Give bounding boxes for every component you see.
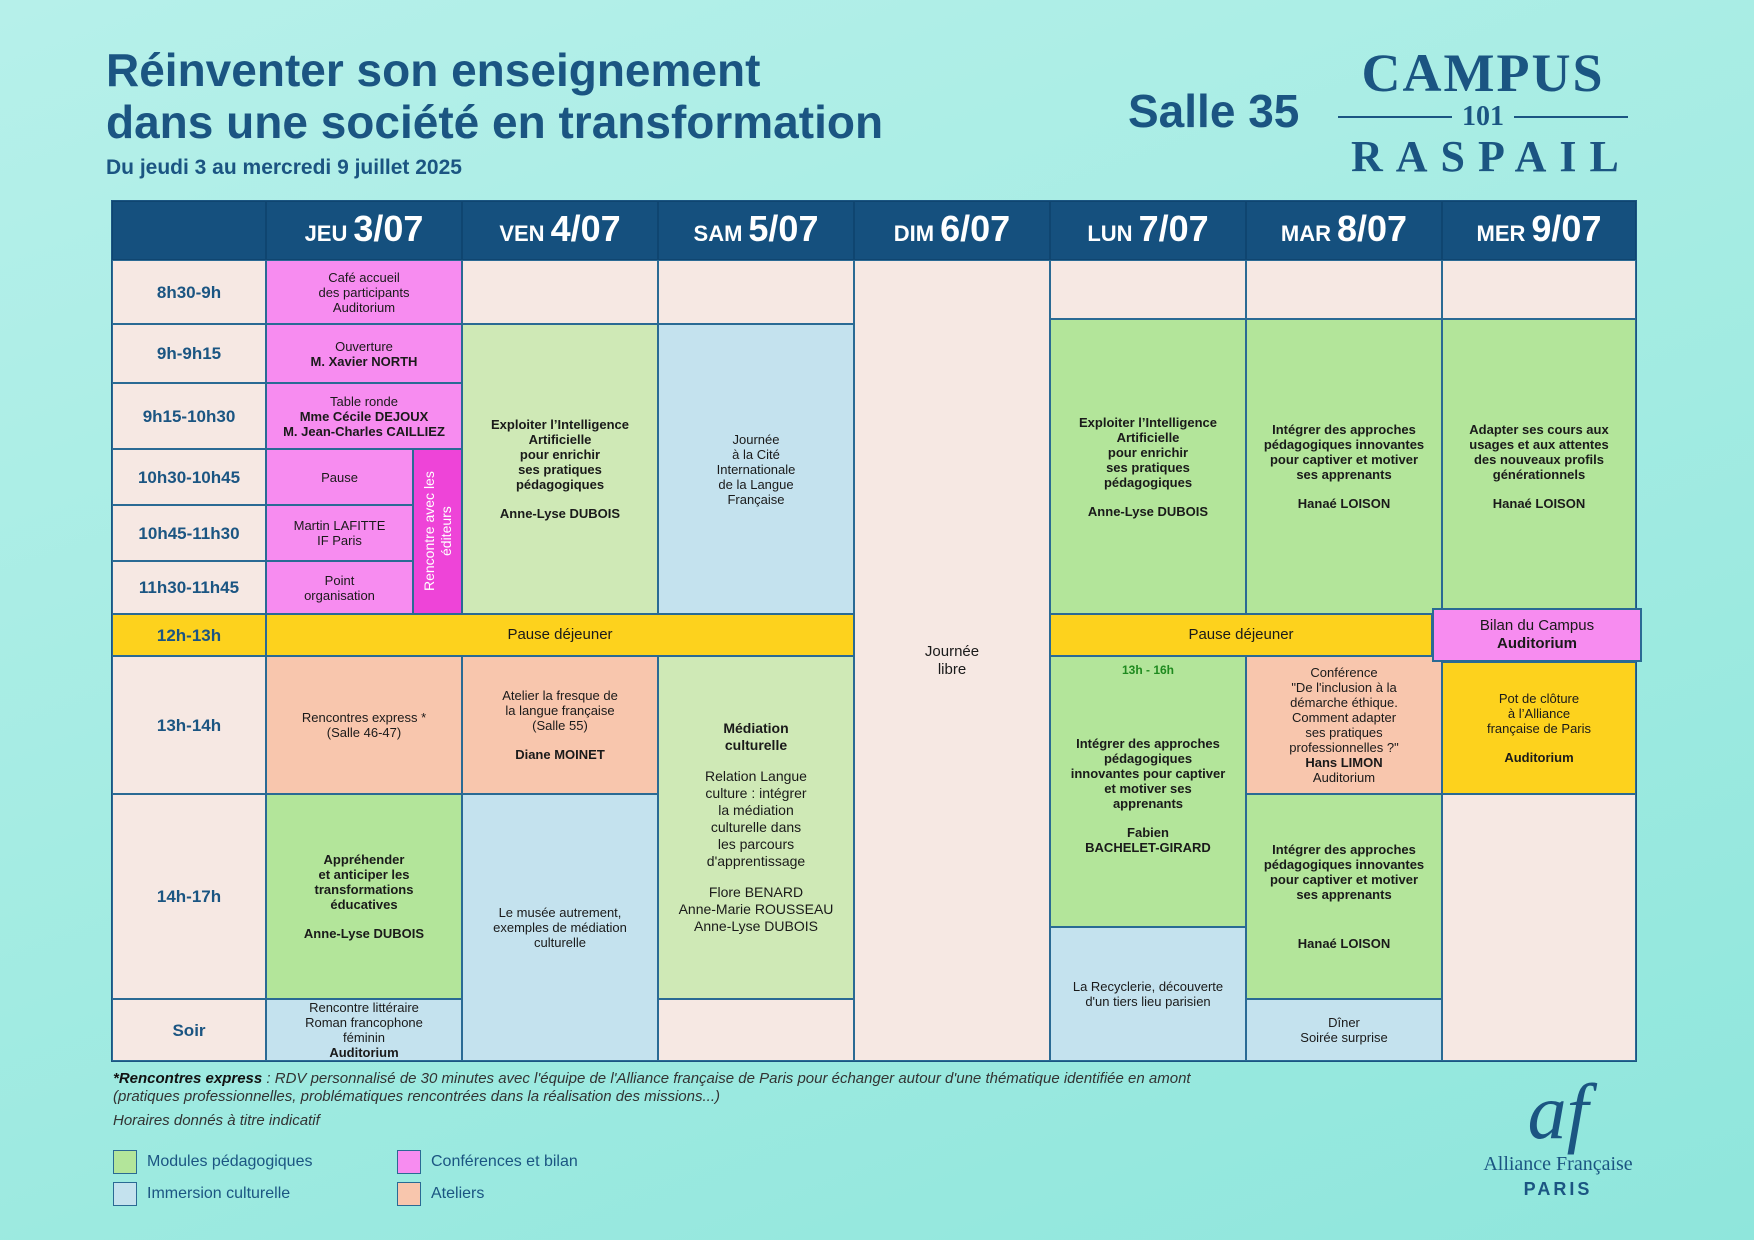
session-title: pédagogiques	[515, 477, 605, 492]
session-text: professionnelles ?"	[1289, 740, 1399, 755]
session-point-organisation	[266, 561, 413, 614]
day-header	[658, 201, 854, 260]
session-speaker: Fabien	[1127, 825, 1169, 840]
session-title: ses apprenants	[1296, 467, 1392, 482]
session-text: exemples de médiation	[493, 920, 627, 935]
day-dow: MER	[1476, 220, 1526, 246]
session-title: pédagogiques	[1103, 751, 1193, 766]
empty-slot	[658, 999, 854, 1061]
session-location: Auditorium	[329, 1045, 399, 1060]
day-date: 3/07	[353, 207, 424, 249]
af-name: Alliance Française	[1483, 1153, 1633, 1175]
session-text: la langue française	[505, 703, 615, 718]
session-location: Auditorium	[1497, 635, 1577, 652]
session-text: Rencontre littéraire	[309, 1000, 419, 1015]
session-text: Internationale	[716, 461, 796, 477]
session-title: et motiver ses	[1104, 781, 1192, 796]
legend-label: Conférences et bilan	[431, 1153, 578, 1170]
time-slot: 10h45-11h30	[112, 505, 266, 561]
session-location: Auditorium	[1312, 770, 1376, 785]
legend-swatch	[113, 1150, 137, 1174]
day-dow: LUN	[1087, 220, 1133, 246]
session-text: Française	[727, 491, 785, 507]
page-title	[106, 44, 883, 148]
session-title: des nouveaux profils	[1473, 452, 1605, 467]
empty-slot	[658, 260, 854, 324]
session-title: Exploiter l’Intelligence	[491, 417, 629, 432]
session-title: pédagogiques innovantes	[1263, 857, 1425, 872]
session-title: ses pratiques	[518, 462, 602, 477]
session-rencontre-litteraire	[266, 999, 462, 1061]
session-location: Auditorium	[1504, 750, 1574, 765]
session-adapter-cours	[1442, 319, 1636, 614]
day-header	[462, 201, 658, 260]
empty-slot	[1050, 260, 1246, 319]
legend-item	[113, 1182, 290, 1206]
session-text: Relation Langue	[705, 768, 807, 784]
af-city: PARIS	[1523, 1179, 1593, 1199]
legend-label: Ateliers	[431, 1185, 485, 1202]
session-diner	[1246, 999, 1442, 1061]
session-title: apprenants	[1112, 796, 1184, 811]
time-slot: 14h-17h	[112, 794, 266, 999]
session-cafe-accueil	[266, 260, 462, 324]
session-title: Artificielle	[1116, 429, 1180, 445]
session-title: Appréhender	[323, 852, 405, 867]
session-text: d'apprentissage	[706, 853, 806, 869]
session-text: française de Paris	[1486, 721, 1592, 736]
session-title: Intégrer des approches	[1272, 842, 1416, 857]
session-text: Comment adapter	[1291, 710, 1397, 725]
af-mark: af	[1527, 1068, 1589, 1155]
date-range: Du jeudi 3 au mercredi 9 juillet 2025	[106, 156, 462, 179]
session-text: "De l'inclusion à la	[1291, 680, 1397, 695]
session-title: pédagogiques innovantes	[1263, 437, 1425, 452]
empty-slot	[462, 260, 658, 324]
empty-slot	[1246, 260, 1442, 319]
session-title: usages et aux attentes	[1469, 437, 1609, 452]
day-dow: SAM	[693, 220, 743, 246]
footnote-text: : RDV personnalisé de 30 minutes avec l'équipe de l'Alliance française de Paris pour échanger autour d'une thématique identifiée en amont (pratiques professionnelles, problématiques rencontrées dans la réalisation des missions...)	[113, 1070, 1191, 1105]
session-mediation	[658, 656, 854, 999]
title-line-2: dans une société en transformation	[106, 96, 884, 148]
session-text: Ouverture	[335, 338, 393, 354]
session-cite-langue	[658, 324, 854, 614]
day-date: 7/07	[1138, 207, 1209, 249]
session-text: Auditorium	[332, 299, 396, 315]
session-pot-cloture	[1442, 662, 1636, 794]
session-text: (Salle 46-47)	[326, 725, 402, 740]
schedule-disclaimer: Horaires donnés à titre indicatif	[113, 1112, 320, 1129]
day-header	[1050, 201, 1246, 260]
session-rencontre-editeurs	[413, 449, 462, 614]
session-speaker: BACHELET-GIRARD	[1085, 840, 1211, 855]
day-dow: DIM	[893, 220, 935, 246]
session-speaker: Hanaé LOISON	[1297, 936, 1391, 951]
day-dow: MAR	[1280, 220, 1332, 246]
campus-logo-line3: RASPAIL	[1351, 132, 1632, 181]
session-title: pour captiver et motiver	[1269, 452, 1419, 467]
session-text: à la Cité	[732, 446, 780, 462]
day-date: 9/07	[1531, 207, 1602, 249]
session-speaker: Anne-Lyse DUBOIS	[303, 926, 425, 941]
time-slot-lunch: 12h-13h	[112, 614, 266, 656]
session-text: Pot de clôture	[1498, 691, 1580, 706]
alliance-francaise-logo	[1468, 1068, 1648, 1202]
title-line-1: Réinventer son enseignement	[106, 44, 761, 96]
lunch-break: Pause déjeuner	[266, 614, 854, 656]
session-fresque	[462, 656, 658, 794]
session-pause: Pause	[266, 449, 413, 505]
schedule-grid	[111, 200, 1637, 1062]
campus-logo-line2	[1338, 102, 1628, 132]
session-text: culture : intégrer	[705, 785, 807, 801]
session-title: culturelle	[724, 737, 788, 753]
session-title: innovantes pour captiver	[1070, 766, 1226, 781]
session-text: La Recyclerie, découverte	[1072, 979, 1224, 994]
session-ia-ven	[462, 324, 658, 614]
session-title: ses apprenants	[1296, 887, 1392, 902]
footnote	[113, 1070, 1193, 1106]
session-text: Bilan du Campus	[1479, 617, 1595, 634]
legend-swatch	[397, 1182, 421, 1206]
session-title: Médiation	[723, 720, 789, 736]
campus-logo	[1338, 43, 1632, 182]
legend-label: Modules pédagogiques	[147, 1153, 313, 1170]
session-speaker: Anne-Lyse DUBOIS	[694, 918, 818, 934]
session-text: Journée	[732, 431, 780, 447]
session-text: Rencontres express *	[301, 710, 427, 725]
session-title: ses pratiques	[1106, 459, 1190, 475]
session-title: et anticiper les	[318, 867, 410, 882]
session-title: pour captiver et motiver	[1269, 872, 1419, 887]
session-text: des participants	[318, 284, 410, 300]
session-title: pédagogiques	[1103, 474, 1193, 490]
legend-item	[113, 1150, 312, 1174]
session-text: culturelle	[533, 935, 587, 950]
session-text: les parcours	[717, 836, 795, 852]
session-text: (Salle 55)	[532, 718, 588, 733]
header-corner	[112, 201, 266, 260]
legend-item	[397, 1182, 484, 1206]
logo-rule	[1338, 116, 1452, 118]
session-text: Table ronde	[330, 393, 398, 409]
legend-item	[397, 1150, 578, 1174]
session-text: Soirée surprise	[1300, 1030, 1388, 1045]
session-speaker: Mme Cécile DEJOUX	[299, 408, 429, 424]
session-time: 13h - 16h	[1121, 663, 1175, 677]
logo-rule	[1514, 116, 1628, 118]
day-header	[1442, 201, 1636, 260]
empty-slot	[1442, 260, 1636, 319]
session-text: Conférence	[1310, 665, 1378, 680]
day-date: 4/07	[550, 207, 621, 249]
session-title: Intégrer des approches	[1272, 422, 1416, 437]
session-speaker: M. Xavier NORTH	[310, 353, 418, 369]
session-title: Adapter ses cours aux	[1469, 422, 1609, 437]
session-text: féminin	[343, 1030, 385, 1045]
day-date: 6/07	[940, 207, 1011, 249]
lunch-break: Pause déjeuner	[1050, 614, 1432, 656]
session-title: pour enrichir	[519, 447, 601, 462]
session-speaker: Hans LIMON	[1305, 755, 1383, 770]
session-speaker: Hanaé LOISON	[1297, 496, 1391, 511]
session-text: à l’Alliance	[1507, 706, 1571, 721]
session-recyclerie	[1050, 927, 1246, 1061]
time-slot: Soir	[112, 999, 266, 1061]
day-header	[266, 201, 462, 260]
session-text: culturelle dans	[710, 819, 802, 835]
session-text: la médiation	[718, 802, 794, 818]
time-slot: 10h30-10h45	[112, 449, 266, 505]
session-title: Artificielle	[528, 432, 592, 447]
session-text: Café accueil	[328, 269, 400, 285]
day-dow: VEN	[499, 220, 545, 246]
session-approches-lun	[1050, 656, 1246, 927]
session-text: démarche éthique.	[1290, 695, 1398, 710]
time-slot: 8h30-9h	[112, 260, 266, 324]
legend-swatch	[113, 1182, 137, 1206]
day-dow: JEU	[304, 220, 348, 246]
session-ouverture	[266, 324, 462, 383]
session-ia-lun	[1050, 319, 1246, 614]
session-title: transformations	[314, 882, 414, 897]
session-speaker: Anne-Lyse DUBOIS	[499, 506, 621, 521]
time-slot: 9h-9h15	[112, 324, 266, 383]
session-text: libre	[937, 660, 967, 678]
session-text: d'un tiers lieu parisien	[1085, 994, 1211, 1009]
session-text: Point	[324, 572, 355, 588]
session-approches-mar-aprem	[1246, 794, 1442, 999]
session-text: Rencontre avec les éditeurs	[420, 471, 454, 592]
session-speaker: Anne-Lyse DUBOIS	[1087, 503, 1209, 519]
time-slot: 9h15-10h30	[112, 383, 266, 449]
session-text: Le musée autrement,	[498, 905, 622, 920]
session-title: pour enrichir	[1107, 444, 1189, 460]
session-table-ronde	[266, 383, 462, 449]
session-bilan	[1432, 608, 1642, 662]
room-label: Salle 35	[1128, 85, 1300, 137]
session-speaker: Hanaé LOISON	[1492, 496, 1586, 511]
session-speaker: Flore BENARD	[708, 884, 804, 900]
session-title: Intégrer des approches	[1076, 736, 1220, 751]
session-journee-libre	[854, 260, 1050, 1061]
legend-swatch	[397, 1150, 421, 1174]
session-text: ses pratiques	[1305, 725, 1383, 740]
session-martin-lafitte	[266, 505, 413, 561]
session-speaker: Anne-Marie ROUSSEAU	[678, 901, 834, 917]
session-text: Martin LAFITTE	[293, 518, 386, 533]
session-text: de la Langue	[718, 476, 794, 492]
day-header	[854, 201, 1050, 260]
session-text: Atelier la fresque de	[502, 688, 618, 703]
session-speaker: M. Jean-Charles CAILLIEZ	[283, 423, 445, 439]
empty-slot	[1442, 794, 1636, 1061]
legend-label: Immersion culturelle	[147, 1185, 291, 1202]
session-conference	[1246, 656, 1442, 794]
session-text: IF Paris	[317, 533, 362, 548]
session-rencontres-express	[266, 656, 462, 794]
session-apprehender	[266, 794, 462, 999]
session-musee	[462, 794, 658, 1061]
session-speaker: Diane MOINET	[515, 747, 605, 762]
campus-logo-number: 101	[1462, 101, 1504, 132]
campus-logo-line1: CAMPUS	[1361, 43, 1605, 103]
day-header	[1246, 201, 1442, 260]
session-text: Dîner	[1328, 1015, 1360, 1030]
session-text: Roman francophone	[305, 1015, 423, 1030]
session-title: Exploiter l’Intelligence	[1079, 414, 1217, 430]
time-slot: 11h30-11h45	[112, 561, 266, 614]
session-approches-mar-matin	[1246, 319, 1442, 614]
footnote-label: *Rencontres express	[113, 1070, 263, 1087]
time-slot: 13h-14h	[112, 656, 266, 794]
day-date: 8/07	[1337, 207, 1408, 249]
session-title: éducatives	[330, 897, 398, 912]
day-date: 5/07	[748, 207, 819, 249]
session-title: générationnels	[1492, 467, 1586, 482]
session-text: Journée	[924, 642, 980, 660]
session-text: organisation	[304, 587, 375, 603]
